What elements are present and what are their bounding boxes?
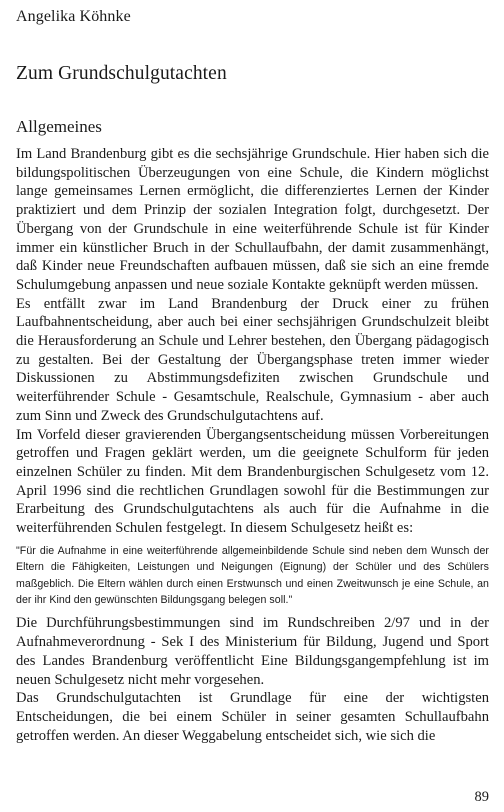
page-number: 89 xyxy=(474,789,489,805)
paragraph: Die Durchführungsbestimmungen sind im Rundschreiben 2/97 und in der Aufnahmeverordnung - Sek I des Ministerium für Bildung, Jugend und Sport des Landes Brandenburg veröffentlicht Eine Bildungsgangempfehlung ist im neuen Schulgesetz nicht mehr vorgesehen. xyxy=(16,615,489,688)
section-heading: Allgemeines xyxy=(16,117,102,136)
article-title: Zum Grundschulgutachten xyxy=(16,63,227,84)
paragraph: Im Land Brandenburg gibt es die sechsjährige Grundschule. Hier haben sich die bildungspolitischen Überzeugungen von eine Schule, die Kindern möglichst lange gemeinsames Lernen ermöglicht, die differenziertes Lernen der Kinder praktiziert und dem Prinzip der sozialen Integration folgt, durchgesetzt. Der Übergang von der Grundschule in eine weiterführende Schule ist für Kinder immer ein künstlicher Bruch in der Schullaufbahn, der damit zusammenhängt, daß Kinder neue Freundschaften aufbauen müssen, daß sie sich an eine fremde Schulumgebung anpassen und neue soziale Kontakte geknüpft werden müssen. xyxy=(16,146,489,293)
paragraph: Das Grundschulgutachten ist Grundlage für eine der wichtigsten Entscheidungen, die bei einem Schüler in seiner gesamten Schullaufbahn getroffen werden. An dieser Weggabelung entscheidet sich, wie sich die xyxy=(16,690,489,744)
paragraph: Es entfällt zwar im Land Brandenburg der Druck einer zu frühen Laufbahnentscheidung, aber auch bei einer sechsjährigen Grundschulzeit bleibt die Herausforderung an Schule und Lehrer bestehen, den Übergang pädagogisch zu gestalten. Bei der Gestaltung der Übergangsphase treten immer wieder Diskussionen zu Abstimmungsdefiziten zwischen Grundschule und weiterführender Schule - Gesamtschule, Realschule, Gymnasium - aber auch zum Sinn und Zweck des Grundschulgutachtens auf. xyxy=(16,295,489,424)
paragraph: Im Vorfeld dieser gravierenden Übergangsentscheidung müssen Vorbereitungen getroffen und Fragen geklärt werden, um die geeignete Schulform für jeden einzelnen Schüler zu finden. Mit dem Brandenburgischen Schulgesetz vom 12. April 1996 sind die rechtlichen Grundlagen sowohl für die Bestimmungen zur Erarbeitung des Grundschulgutachtens als auch für die Aufnahme in die weiterführenden Schulen festgelegt. In diesem Schulgesetz heißt es: xyxy=(16,426,489,537)
article-body xyxy=(16,145,489,745)
author-name: Angelika Köhnke xyxy=(16,8,131,25)
law-quote: "Für die Aufnahme in eine weiterführende allgemeinbildende Schule sind neben dem Wunsch der Eltern die Fähigkeiten, Leistungen und Neigungen (Eignung) der Schüler und des Schülers maßgeblich. Die Eltern wählen durch einen Erstwunsch und einen Zweitwunsch je eine Schule, an der ihr Kind den gewünschten Bildungsgang belegen soll." xyxy=(16,544,489,606)
